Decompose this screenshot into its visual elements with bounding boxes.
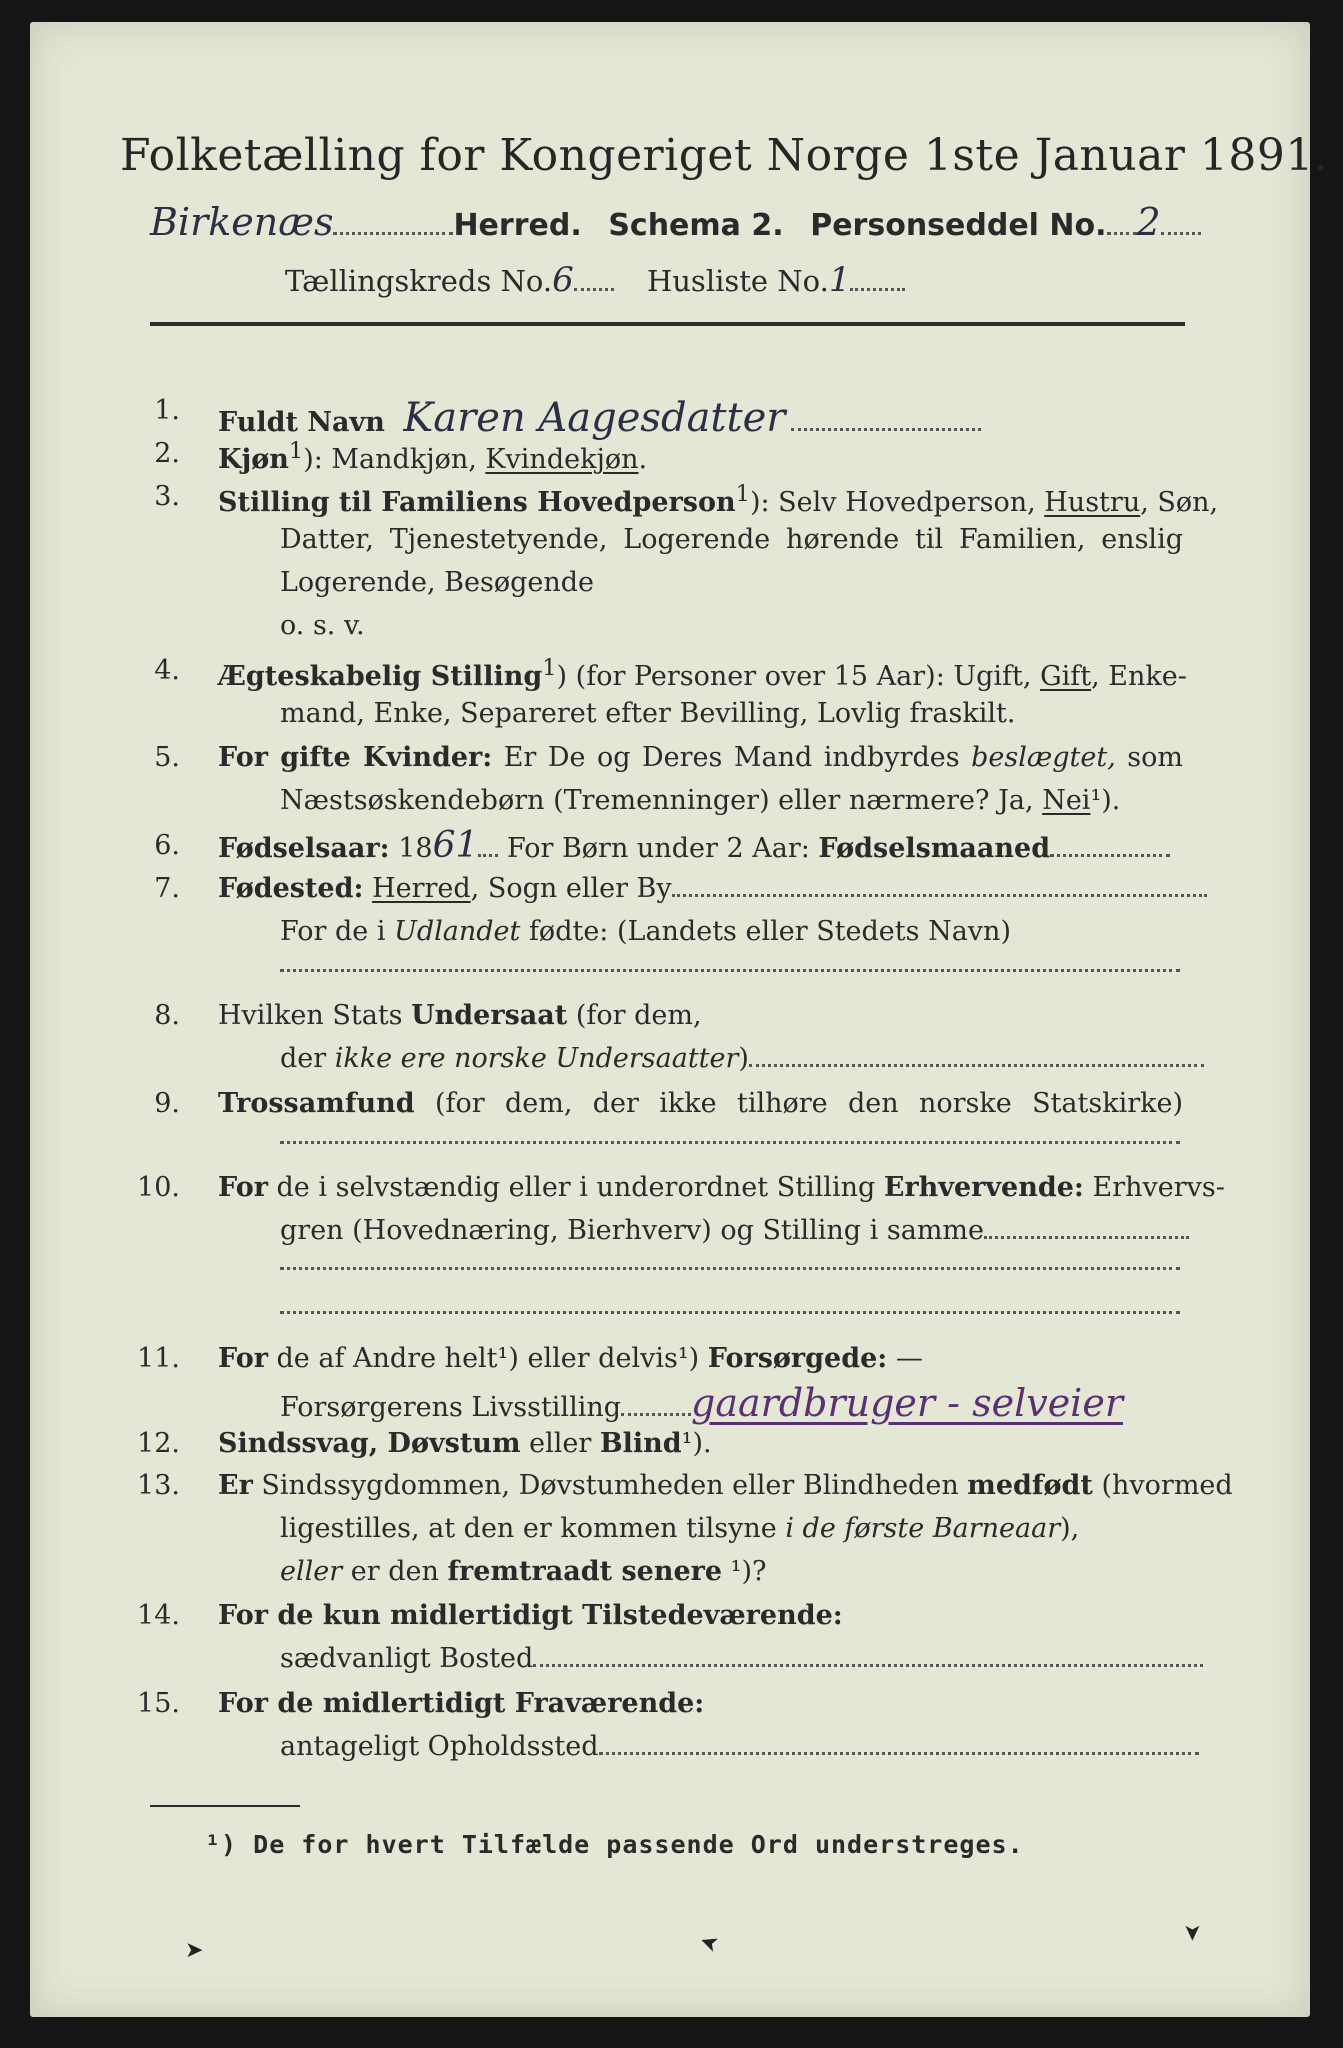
item-text-italic: beslægtet, (971, 742, 1116, 773)
herred-value: Birkenæs (150, 200, 334, 244)
item-label: Kjøn (218, 444, 289, 475)
kreds-label: Tællingskreds No. (285, 264, 553, 298)
birth-year-value: 61 (432, 825, 479, 866)
header-line-1 (150, 200, 1201, 244)
item-number: 7. (154, 873, 180, 904)
item-number: 15. (137, 1688, 180, 1719)
item-6 (218, 825, 1170, 866)
item-8-line-2 (280, 1043, 1204, 1074)
dotted-line (280, 1310, 1180, 1314)
header-line-2 (285, 260, 905, 300)
item-text: Datter, Tjenestetyende, Logerende hørende til Familien, enslig (280, 524, 1183, 555)
dotted-line (280, 1266, 1180, 1270)
underlined-choice: Gift (1040, 661, 1092, 692)
livsstilling-value: gaardbruger - selveier (691, 1381, 1123, 1425)
item-text: er den (342, 1556, 448, 1587)
item-label: For (218, 1172, 268, 1203)
item-label: Fødested: (218, 873, 364, 904)
item-text: ligestilles, at den er kommen tilsyne (280, 1513, 786, 1544)
dotted-leader (850, 287, 905, 291)
item-number: 4. (154, 655, 180, 686)
item-label: Undersaat (411, 1000, 568, 1031)
item-text: , Enke- (1091, 661, 1187, 692)
item-13 (218, 1470, 1233, 1501)
item-3-line-4: o. s. v. (280, 610, 365, 641)
item-text: . (638, 444, 648, 475)
item-3-line-2 (280, 524, 1183, 555)
item-2 (218, 438, 647, 475)
item-text: ): Selv Hovedperson, (749, 487, 1045, 518)
item-4-line-2: mand, Enke, Separeret efter Bevilling, Lovlig fraskilt. (280, 698, 1016, 729)
item-text: — (887, 1343, 923, 1374)
item-label: Fuldt Navn (218, 407, 385, 438)
item-text-italic: i de første Barneaar (785, 1513, 1061, 1544)
item-5 (218, 742, 1183, 773)
item-11-line-2 (280, 1381, 1123, 1425)
item-text: Er De og Deres Mand indbyrdes (492, 742, 972, 773)
dotted-leader (333, 231, 453, 235)
item-number: 9. (154, 1088, 180, 1119)
item-number: 12. (137, 1428, 180, 1459)
dotted-line (280, 1140, 1180, 1144)
item-text: antageligt Opholdssted (280, 1731, 599, 1762)
item-1 (218, 395, 981, 441)
item-text: (hvormed (1092, 1470, 1233, 1501)
full-name-value: Karen Aagesdatter (403, 395, 786, 441)
footnote: ¹) De for hvert Tilfælde passende Ord understreges. (205, 1830, 1024, 1859)
dotted-leader (1161, 231, 1201, 235)
item-text: gren (Hovednæring, Bierhverv) og Stilling i samme (280, 1215, 985, 1246)
dotted-leader (478, 853, 498, 857)
item-text: (for dem, der ikke tilhøre den norske Statskirke) (414, 1088, 1183, 1119)
dotted-leader (1107, 231, 1137, 235)
item-3 (218, 481, 1219, 518)
dotted-leader (574, 287, 614, 291)
item-label: Stilling til Familiens Hovedperson (218, 487, 736, 518)
item-text-italic: ikke ere norske Undersaatter (334, 1043, 739, 1074)
item-text: (for dem, (567, 1000, 702, 1031)
dotted-line (280, 968, 1180, 972)
item-label: Ægteskabelig Stilling (218, 661, 543, 692)
item-label: Blind (599, 1428, 682, 1459)
item-label: Fødselsmaaned (818, 833, 1051, 864)
item-14-line-2 (280, 1643, 1203, 1674)
item-13-line-2 (280, 1513, 1079, 1544)
kreds-value: 6 (552, 260, 574, 300)
header-separator (150, 322, 1185, 326)
item-text: Hvilken Stats (218, 1000, 412, 1031)
item-text: 18 (389, 833, 433, 864)
item-text: som (1115, 742, 1184, 773)
item-7-line-2 (280, 916, 1011, 947)
item-text: de af Andre helt¹) eller delvis¹) (267, 1343, 708, 1374)
item-text: der (280, 1043, 335, 1074)
footnote-separator (150, 1805, 300, 1807)
item-text: sædvanligt Bosted (280, 1643, 534, 1674)
item-text-italic: Udlandet (394, 916, 521, 947)
item-label: Erhvervende: (883, 1172, 1084, 1203)
underlined-choice: Hustru (1044, 487, 1141, 518)
registration-mark-icon: ➤ (185, 1938, 204, 1963)
item-number: 5. (154, 742, 180, 773)
item-10-line-2 (280, 1215, 1189, 1246)
item-number: 14. (137, 1600, 180, 1631)
underlined-choice: Kvindekjøn (485, 444, 639, 475)
item-text: , Søn, (1140, 487, 1219, 518)
page-title: Folketælling for Kongeriget Norge 1ste Januar 1891. (120, 130, 1329, 181)
registration-mark-icon: ➤ (1179, 1923, 1205, 1942)
item-text: eller (520, 1428, 600, 1459)
item-label: For gifte Kvinder: (218, 742, 493, 773)
item-text: For Børn under 2 Aar: (498, 833, 819, 864)
item-text: ¹). (1090, 785, 1121, 816)
item-14: For de kun midlertidigt Tilstedeværende: (218, 1600, 843, 1631)
item-text-italic: eller (280, 1556, 343, 1587)
item-text: Forsørgerens Livsstilling (280, 1392, 622, 1423)
item-text: For de i (280, 916, 395, 947)
item-9 (218, 1088, 1183, 1119)
underlined-choice: Herred (372, 873, 471, 904)
item-label: Er (218, 1470, 253, 1501)
item-text: ) (for Personer over 15 Aar): Ugift, (556, 661, 1041, 692)
item-text: Erhvervs- (1083, 1172, 1225, 1203)
item-label: Forsørgede: (707, 1343, 888, 1374)
item-number: 10. (137, 1172, 180, 1203)
item-text: ): Mandkjøn, (303, 444, 486, 475)
item-number: 8. (154, 1000, 180, 1031)
item-number: 13. (137, 1470, 180, 1501)
item-text: ¹)? (722, 1556, 767, 1587)
dotted-leader (672, 893, 1207, 897)
item-label: medfødt (967, 1470, 1093, 1501)
item-4 (218, 655, 1187, 692)
item-text: ) (738, 1043, 749, 1074)
footnote-ref: 1 (735, 481, 750, 507)
item-number: 3. (154, 481, 180, 512)
herred-label: Herred. (453, 208, 582, 243)
item-text: de i selvstændig eller i underordnet Stilling (267, 1172, 884, 1203)
item-text: Sindssygdommen, Døvstumheden eller Blindheden (252, 1470, 968, 1501)
item-number: 11. (137, 1343, 180, 1374)
item-13-line-3 (280, 1556, 766, 1587)
dotted-leader (749, 1063, 1204, 1067)
item-number: 1. (154, 395, 180, 426)
dotted-leader (533, 1663, 1203, 1667)
item-text: fødte: (Landets eller Stedets Navn) (520, 916, 1011, 947)
dotted-leader (1050, 853, 1170, 857)
item-text: Næstsøskendebørn (Tremenninger) eller nærmere? Ja, (280, 785, 1043, 816)
dotted-leader (621, 1412, 691, 1416)
item-label: For (218, 1343, 268, 1374)
item-10 (218, 1172, 1225, 1203)
item-label: Sindssvag, Døvstum (218, 1428, 521, 1459)
item-5-line-2 (280, 785, 1120, 816)
footnote-ref: 1 (288, 438, 304, 464)
footnote-ref: 1 (542, 655, 557, 681)
item-text: ), (1060, 1513, 1080, 1544)
husliste-value: 1 (828, 260, 851, 300)
item-label: Fødselsaar: (218, 833, 390, 864)
item-label: Trossamfund (218, 1088, 415, 1119)
personseddel-label: Personseddel No. (810, 208, 1107, 243)
item-7 (218, 873, 1207, 904)
item-number: 2. (154, 438, 180, 469)
dotted-leader (791, 427, 981, 431)
item-11 (218, 1343, 923, 1374)
husliste-label: Husliste No. (646, 264, 829, 298)
item-number: 6. (154, 830, 180, 861)
item-15: For de midlertidigt Fraværende: (218, 1688, 705, 1719)
item-12 (218, 1428, 712, 1459)
item-8 (218, 1000, 702, 1031)
item-15-line-2 (280, 1731, 1199, 1762)
item-3-line-3: Logerende, Besøgende (280, 567, 594, 598)
registration-mark-icon: ➤ (696, 1927, 723, 1958)
item-label: fremtraadt senere (447, 1556, 723, 1587)
item-text: , Sogn eller By (470, 873, 672, 904)
dotted-leader (984, 1235, 1189, 1239)
personseddel-value: 2 (1136, 200, 1161, 244)
dotted-leader (599, 1751, 1199, 1755)
schema-label: Schema 2. (608, 208, 784, 243)
underlined-choice: Nei (1042, 785, 1091, 816)
item-text: ¹). (681, 1428, 712, 1459)
